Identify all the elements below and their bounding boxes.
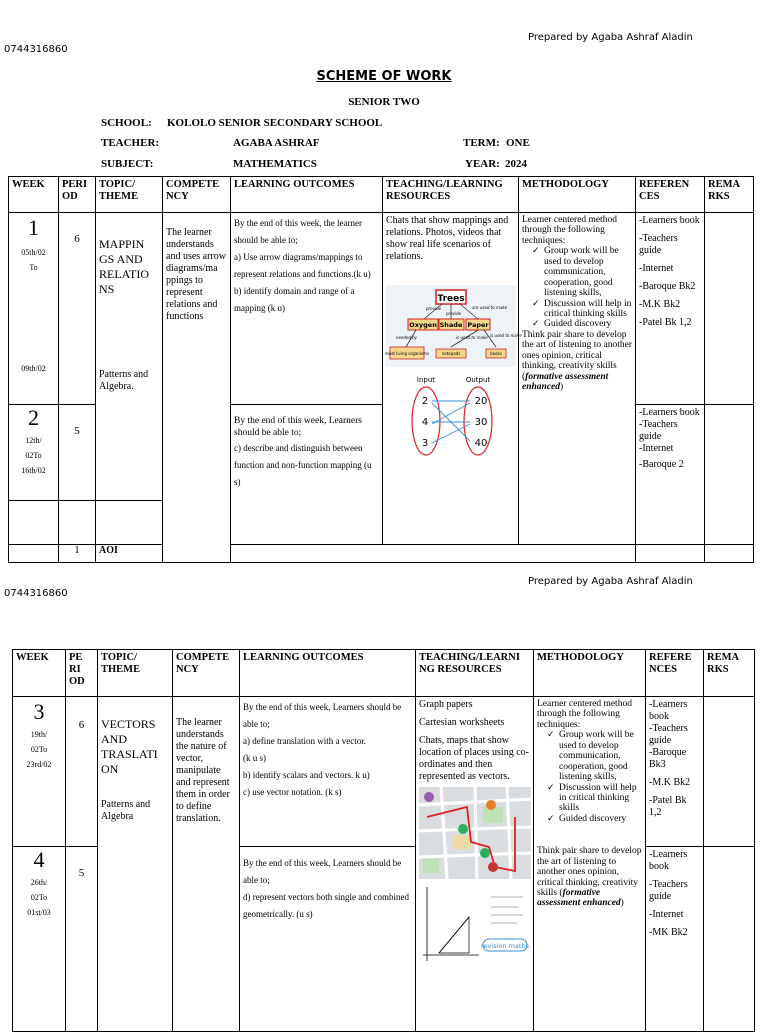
input-value: 4 — [421, 417, 429, 428]
week-number: 1 — [28, 215, 39, 240]
outcomes-cell — [231, 213, 383, 405]
output-label: Output — [465, 376, 491, 384]
col-competency: COMPETE NCY — [173, 650, 240, 697]
date-start: 26th/ — [30, 878, 48, 887]
col-outcomes: LEARNING OUTCOMES — [240, 650, 416, 697]
edge-label: provide — [446, 311, 462, 316]
leaf-label: notepads — [441, 351, 461, 356]
methodology-cell — [534, 697, 646, 1032]
methodology-item: ✓ Guided discovery — [547, 814, 642, 824]
page-title: SCHEME OF WORK — [316, 69, 452, 84]
reference-item: -Patel Bk 1,2 — [649, 795, 687, 818]
aoi-topic: AOI — [96, 545, 163, 563]
prepared-by-1: Prepared by Agaba Ashraf Aladin — [528, 32, 693, 43]
teacher-value: AGABA ASHRAF — [233, 137, 320, 149]
reference-item: -M.K Bk2 — [649, 777, 691, 788]
date-to: 02To — [25, 451, 42, 461]
date-end: 01st/03 — [27, 908, 51, 918]
methodology-item: ✓ Guided discovery — [532, 319, 632, 329]
reference-item: -Internet — [639, 443, 674, 454]
methodology-item: ✓ Group work will be used to develop communication, cooperation, good listening skills, — [532, 246, 632, 298]
col-period: PERI OD — [59, 177, 96, 213]
output-value: 20 — [474, 396, 488, 407]
week-1-row — [9, 213, 754, 405]
reference-item: -Learners book — [649, 699, 688, 722]
period-cell: 5 — [66, 847, 98, 1032]
date-start: 12th/ — [25, 436, 42, 445]
node-label: Paper — [467, 321, 489, 329]
competency-cell — [173, 697, 240, 1032]
logo-text: revision maths — [481, 942, 529, 950]
date-end: 16th/02 — [21, 466, 46, 476]
leaf-label: books — [490, 351, 502, 356]
methodology-item: ✓ Discussion will help in critical thinking skills — [532, 299, 632, 320]
reference-item: -Teachers guide — [649, 723, 688, 746]
phone-1: 0744316860 — [4, 44, 68, 55]
reference-item: -Baroque 2 — [639, 459, 684, 470]
table1-header-row — [9, 177, 754, 213]
map-pin-icon — [424, 792, 434, 802]
year-label: YEAR: — [465, 158, 500, 170]
map-pin-icon — [486, 800, 496, 810]
edge-label: needed by — [396, 335, 418, 340]
week-cell — [13, 847, 66, 1032]
methodology-cell — [519, 213, 636, 545]
reference-item: -Patel Bk 1,2 — [639, 317, 692, 328]
trees-title: Trees — [437, 294, 465, 304]
date-start: 05th/02 — [21, 248, 46, 257]
vector-figure — [419, 883, 531, 965]
week-cell — [13, 697, 66, 847]
col-methodology: METHODOLOGY — [519, 177, 636, 213]
week-cell — [9, 213, 59, 405]
remarks-cell — [705, 405, 754, 545]
col-topic: TOPIC/ THEME — [96, 177, 163, 213]
topic-cell — [98, 697, 173, 1032]
col-references: REFERE NCES — [646, 650, 704, 697]
date-to: To — [29, 263, 38, 273]
topic-text: MAPPIN GS AND RELATIO NS — [99, 237, 149, 296]
outcome-line: b) identify domain and range of a mapping (k u) — [234, 286, 355, 314]
teacher-label: TEACHER: — [101, 137, 160, 149]
edge-label: provide — [426, 306, 442, 311]
outcome-line: By the end of this week, Learners should be able to; — [234, 416, 362, 439]
node-label: Shade — [439, 321, 463, 329]
aoi-row — [9, 545, 754, 563]
col-outcomes: LEARNING OUTCOMES — [231, 177, 383, 213]
reference-item: -Teachers guide — [639, 233, 678, 256]
school-label: SCHOOL: — [101, 117, 152, 129]
date-start: 19th/ — [30, 730, 48, 739]
reference-item: -Internet — [649, 909, 684, 920]
date-to: 02To — [30, 745, 48, 755]
theme-text: Patterns and Algebra. — [99, 369, 149, 392]
competency-text: The learner understands the nature of vector, manipulate and represent them in order to define translation. — [176, 717, 230, 824]
table2-header-row — [13, 650, 755, 697]
reference-item: -Learners book — [639, 215, 700, 226]
col-remarks: REMA RKS — [705, 177, 754, 213]
reference-item: -Learners book — [649, 849, 688, 872]
map-image — [419, 787, 531, 879]
reference-item: -Learners book — [639, 407, 700, 418]
outcomes-cell — [240, 697, 416, 847]
node-label: Oxygen — [409, 321, 437, 329]
competency-text: The learner understands and uses arrow diagrams/ma ppings to represent relations and functions — [166, 227, 226, 322]
references-cell — [646, 847, 704, 1032]
col-week: WEEK — [13, 650, 66, 697]
resources-cell — [416, 697, 534, 1032]
reference-item: -M.K Bk2 — [639, 299, 681, 310]
references-cell — [636, 405, 705, 545]
col-resources: TEACHING/LEARNING RESOURCES — [383, 177, 519, 213]
outcome-line: a) define translation with a vector. — [243, 736, 366, 747]
col-topic: TOPIC/ THEME — [98, 650, 173, 697]
outcome-line: By the end of this week, Learners should be able to; — [243, 702, 402, 730]
edge-label: is used to make — [490, 333, 522, 338]
week-3-row — [13, 697, 755, 847]
period-cell: 6 — [66, 697, 98, 847]
edge-label: are used to make — [472, 305, 508, 310]
trees-diagram — [384, 285, 522, 367]
subject-value: MATHEMATICS — [233, 158, 317, 170]
competency-cell — [163, 213, 231, 563]
term-value: ONE — [506, 137, 530, 149]
col-methodology: METHODOLOGY — [534, 650, 646, 697]
output-value: 40 — [474, 438, 488, 449]
reference-item: -MK Bk2 — [649, 927, 688, 938]
resource-item: Graph papers — [419, 699, 473, 710]
reference-item: -Teachers guide — [649, 879, 688, 902]
outcome-line: a) Use arrow diagrams/mappings to represent relations and functions.(k u) — [234, 252, 371, 280]
remarks-cell — [704, 697, 755, 847]
school-value: KOLOLO SENIOR SECONDARY SCHOOL — [167, 117, 383, 129]
input-label: Input — [416, 376, 436, 384]
edge-label: is used to make — [456, 335, 488, 340]
topic-cell — [96, 213, 163, 501]
reference-item: -Baroque Bk2 — [639, 281, 696, 292]
input-value: 2 — [421, 396, 429, 407]
week-number: 3 — [33, 699, 45, 724]
input-value: 3 — [421, 438, 429, 449]
col-remarks: REMA RKS — [704, 650, 755, 697]
methodology-intro: Learner centered method through the following techniques: — [537, 699, 632, 730]
week-number: 4 — [33, 847, 45, 872]
outcome-line: d) represent vectors both single and combined geometrically. (u s) — [243, 892, 409, 920]
date-to: 02To — [30, 893, 48, 903]
outcome-line: b) identify scalars and vectors. k u) — [243, 770, 370, 781]
outcome-line: By the end of this week, Learners should be able to; — [243, 858, 402, 886]
class-label: SENIOR TWO — [348, 96, 420, 108]
references-cell — [646, 697, 704, 847]
col-resources: TEACHING/LEARNI NG RESOURCES — [416, 650, 534, 697]
remarks-cell — [704, 847, 755, 1032]
outcome-line: (k u s) — [243, 753, 266, 764]
date-end: 23rd/02 — [26, 760, 52, 770]
mapping-diagram — [386, 373, 516, 459]
week-cell — [9, 405, 59, 501]
outcome-line: By the end of this week, the learner should be able to; — [234, 218, 362, 246]
methodology-item: ✓ Group work will be used to develop communication, cooperation, good listening skills, — [547, 730, 642, 782]
outcome-line: c) describe and distinguish between function and non-function mapping (u s) — [234, 442, 372, 487]
topic-text: VECTORS AND TRASLATI ON — [101, 717, 158, 776]
output-value: 30 — [474, 417, 488, 428]
reference-item: -Internet — [639, 263, 674, 274]
year-value: 2024 — [505, 158, 527, 170]
scheme-table-1 — [8, 176, 754, 563]
col-references: REFEREN CES — [636, 177, 705, 213]
methodology-outro: Think pair share to develop the art of listening to another ones opinion, critical thinking, creativity skills (formative assessment enhanced) — [522, 329, 633, 392]
outcome-line: c) use vector notation. (k s) — [243, 787, 342, 798]
remarks-cell — [705, 213, 754, 405]
outcomes-cell — [231, 405, 383, 545]
theme-text: Patterns and Algebra — [101, 799, 151, 822]
aoi-period: 1 — [59, 545, 96, 563]
map-pin-icon — [488, 862, 498, 872]
reference-item: -Baroque Bk3 — [649, 747, 687, 770]
period-cell: 5 — [59, 405, 96, 501]
reference-item: -Teachers guide — [639, 419, 678, 442]
resource-item: Cartesian worksheets — [419, 717, 505, 728]
week-number: 2 — [28, 405, 39, 430]
scheme-table-2 — [12, 649, 755, 1032]
map-pin-icon — [458, 824, 468, 834]
resources-cell — [383, 213, 522, 545]
subject-label: SUBJECT: — [101, 158, 154, 170]
prepared-by-2: Prepared by Agaba Ashraf Aladin — [528, 576, 693, 587]
col-week: WEEK — [9, 177, 59, 213]
resources-text: Chats that show mappings and relations. Photos, videos that show real life scenarios of relations. — [386, 215, 509, 262]
methodology-outro: Think pair share to develop the art of listening to another ones opinion, critical thinking, creativity skills (formative assessment enhanced) — [537, 846, 642, 909]
date-end: 09th/02 — [21, 364, 46, 374]
resource-item: Chats, maps that show location of places using co-ordinates and then represented as vectors. — [419, 735, 529, 782]
leaf-label: most living organisms — [384, 351, 430, 356]
references-cell — [636, 213, 705, 405]
map-pin-icon — [480, 848, 490, 858]
outcomes-cell — [240, 847, 416, 1032]
methodology-item: ✓ Discussion will help in critical thinking skills — [547, 783, 642, 814]
term-label: TERM: — [463, 137, 500, 149]
period-cell: 6 — [59, 213, 96, 405]
phone-2: 0744316860 — [4, 588, 68, 599]
col-competency: COMPETE NCY — [163, 177, 231, 213]
col-period: PE RI OD — [66, 650, 98, 697]
methodology-intro: Learner centered method through the following techniques: — [522, 215, 617, 246]
